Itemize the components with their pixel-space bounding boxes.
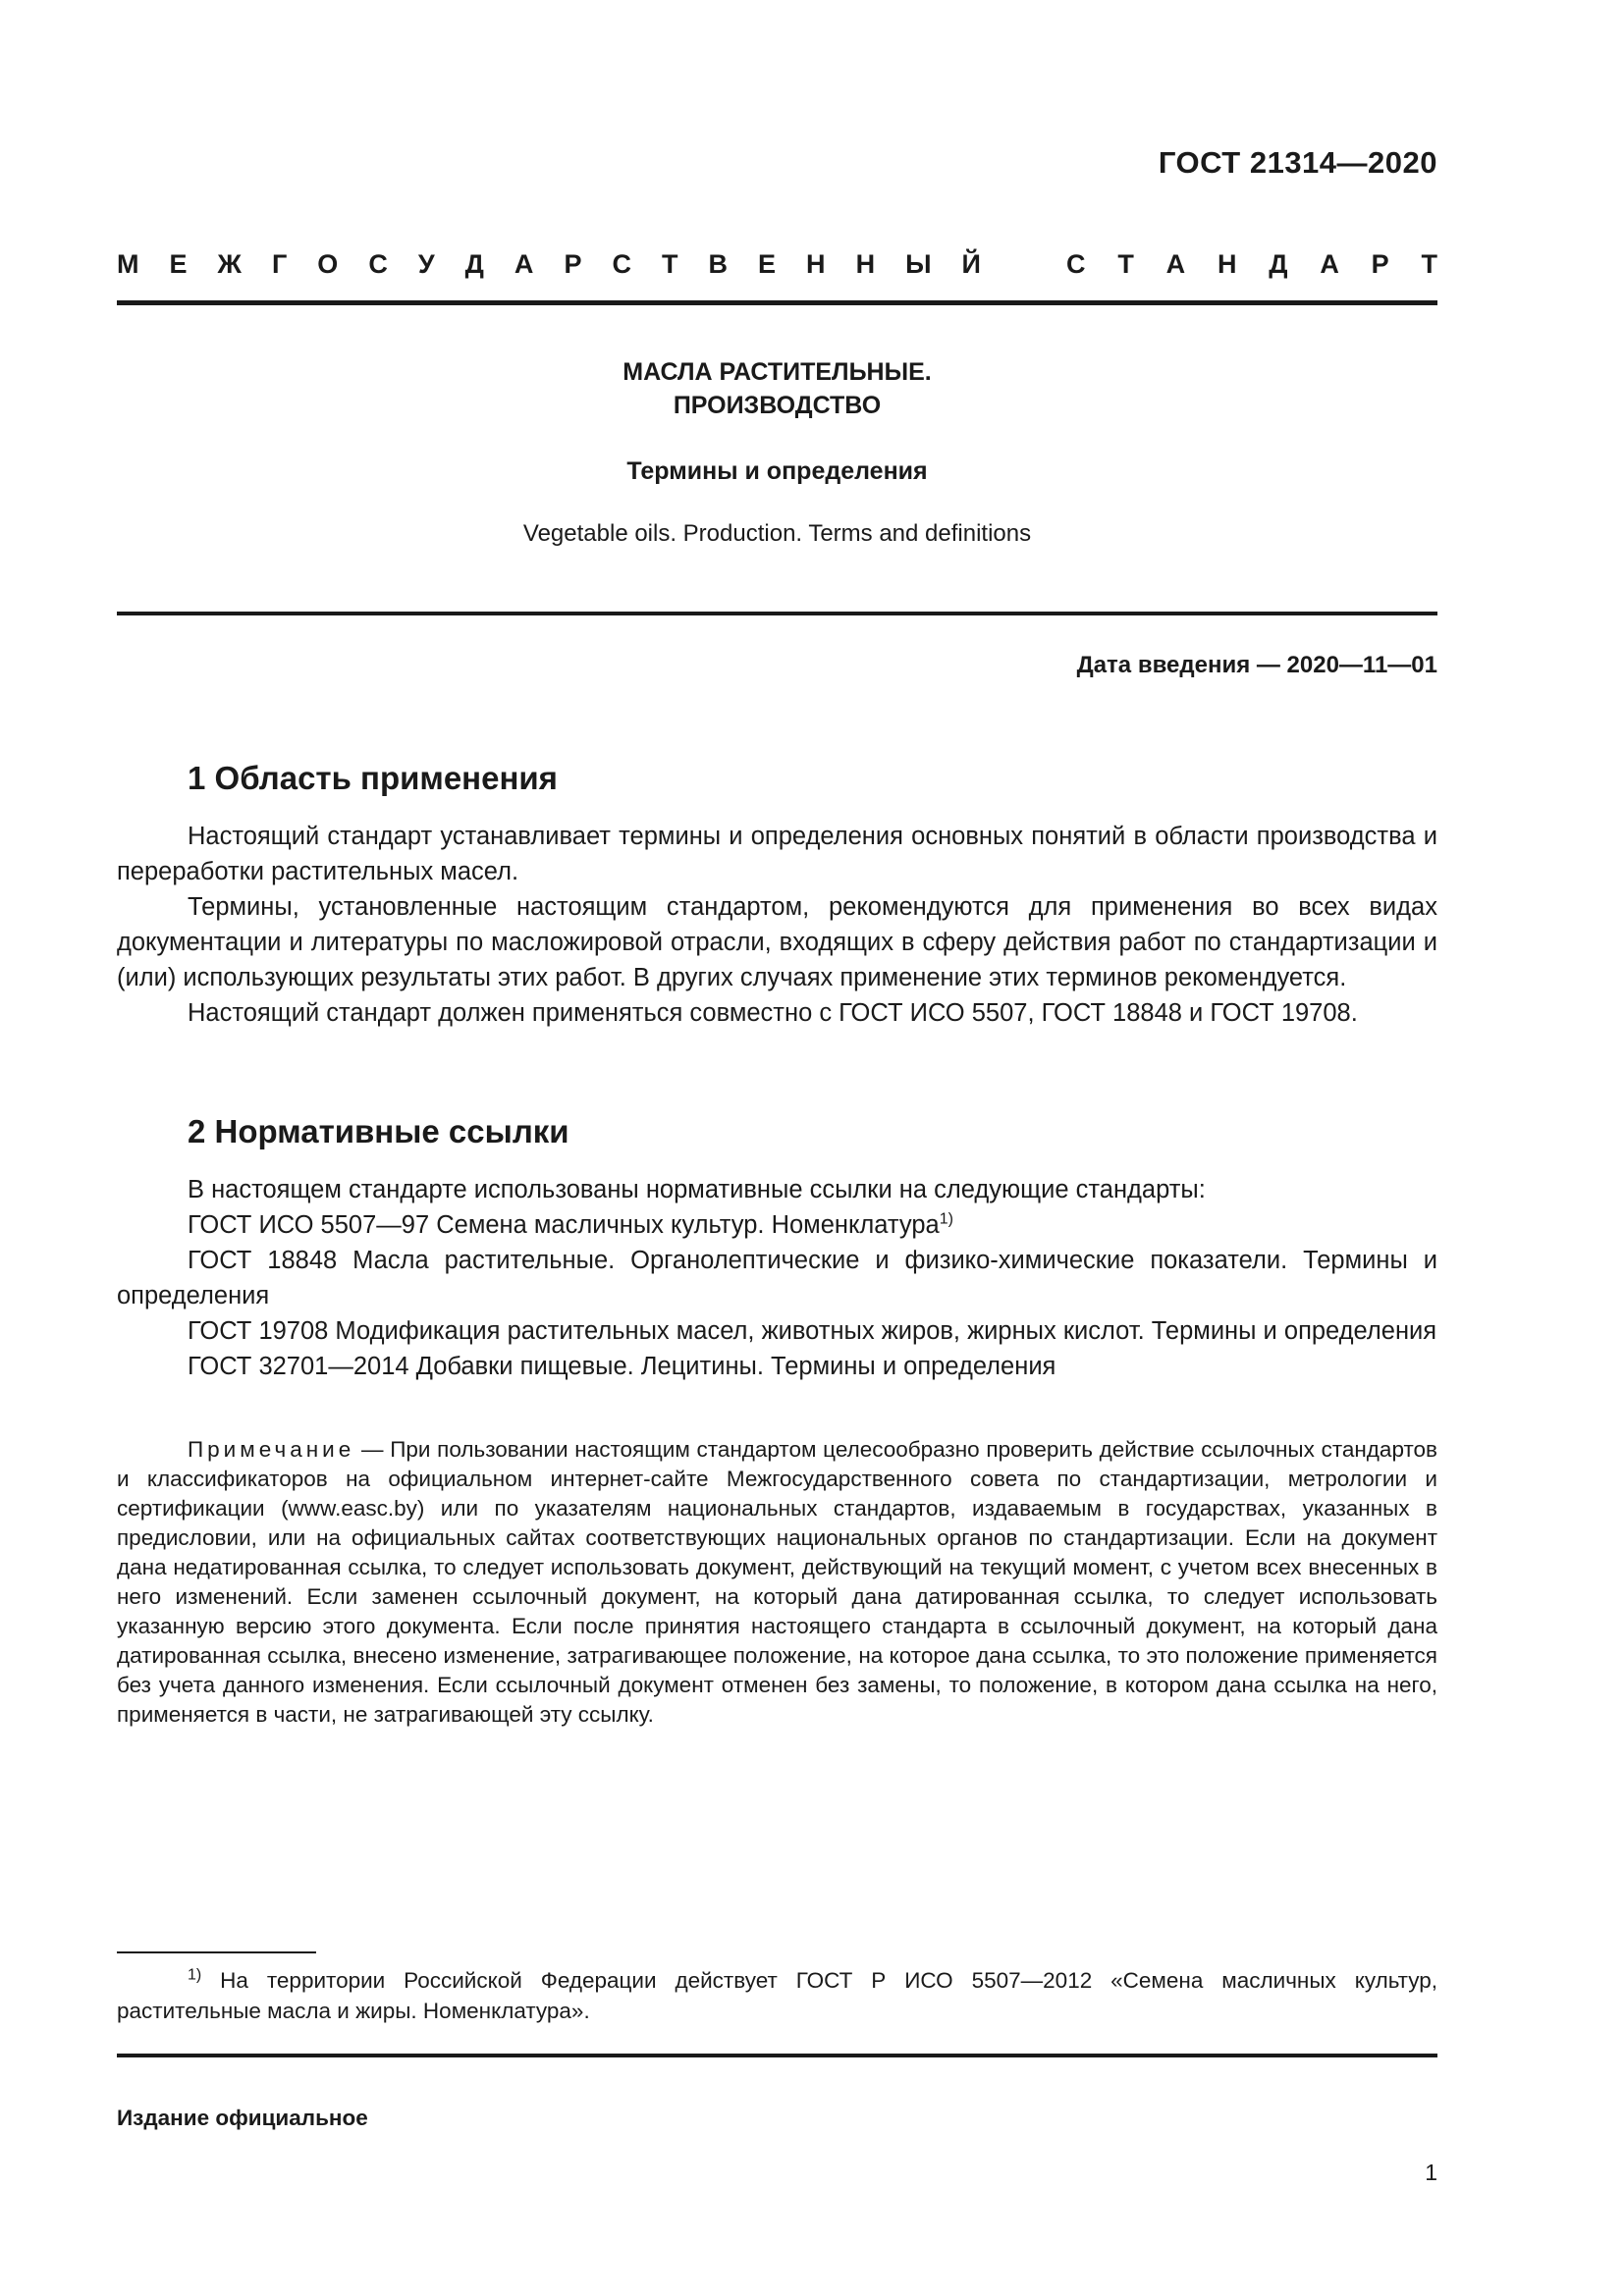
reference-item: ГОСТ 18848 Масла растительные. Органолептические и физико-химические показатели. Термины и определения <box>117 1247 1437 1309</box>
banner-letter: Н <box>1217 249 1237 279</box>
title-rule <box>117 612 1437 615</box>
note-block <box>117 1435 1437 1730</box>
section-2-body <box>117 1172 1437 1384</box>
banner-letter: Т <box>1117 249 1134 279</box>
page-number: 1 <box>1425 2160 1437 2185</box>
introduction-date: Дата введения — 2020—11—01 <box>1076 652 1437 678</box>
banner-letter: В <box>708 249 728 279</box>
banner-letter: У <box>417 249 435 279</box>
banner-letter: О <box>317 249 339 279</box>
note-paragraph <box>117 1435 1437 1730</box>
reference-item <box>117 1207 1437 1243</box>
footnote-mark: 1) <box>188 1966 202 1984</box>
banner-letter: Т <box>1421 249 1437 279</box>
reference-text: ГОСТ ИСО 5507—97 Семена масличных культур. Номенклатура <box>188 1211 940 1239</box>
banner-letter: Е <box>169 249 188 279</box>
banner-letter: Р <box>564 249 582 279</box>
banner-letter: С <box>1066 249 1086 279</box>
banner-letter: Г <box>271 249 288 279</box>
title-line-1: МАСЛА РАСТИТЕЛЬНЫЕ. <box>623 358 932 386</box>
english-title: Vegetable oils. Production. Terms and definitions <box>522 520 1032 547</box>
paragraph: Настоящий стандарт должен применяться совместно с ГОСТ ИСО 5507, ГОСТ 18848 и ГОСТ 19708. <box>188 999 1358 1027</box>
official-edition-label: Издание официальное <box>117 2106 368 2130</box>
banner-letter: Д <box>464 249 484 279</box>
reference-item: ГОСТ 19708 Модификация растительных масел, животных жиров, жирных кислот. Термины и определения <box>188 1317 1437 1345</box>
note-label: Примечание <box>188 1437 355 1462</box>
section-1-body <box>117 819 1437 1031</box>
reference-item: ГОСТ 32701—2014 Добавки пищевые. Лецитины. Термины и определения <box>188 1353 1056 1380</box>
banner-letter: А <box>514 249 534 279</box>
footnote-reference[interactable]: 1) <box>939 1210 953 1228</box>
paragraph: Термины, установленные настоящим стандартом, рекомендуются для применения во всех видах документации и литературы по масложировой отрасли, входящих в сферу действия работ по стандартизации и (или) использующих результаты этих работ. В других случаях применение этих терминов рекомендуется. <box>117 893 1437 991</box>
footer-rule <box>117 2054 1437 2057</box>
banner-letter: Д <box>1269 249 1288 279</box>
footnote-separator <box>117 1951 316 1953</box>
title-line-2: ПРОИЗВОДСТВО <box>673 392 882 419</box>
banner-letter: А <box>1165 249 1186 279</box>
banner-letter: Ы <box>905 249 932 279</box>
banner-word-interstate <box>117 249 981 280</box>
banner-letter: Т <box>661 249 678 279</box>
banner-letter: Е <box>758 249 777 279</box>
paragraph: В настоящем стандарте использованы нормативные ссылки на следующие стандарты: <box>188 1176 1206 1203</box>
document-subtitle: Термины и определения <box>626 457 928 485</box>
banner-letter: С <box>368 249 388 279</box>
banner-letter: Ж <box>217 249 242 279</box>
section-2-heading: 2 Нормативные ссылки <box>188 1113 569 1149</box>
banner-letter: Н <box>855 249 876 279</box>
document-page <box>117 0 1437 2296</box>
section-1-heading: 1 Область применения <box>188 760 558 796</box>
standard-designation: ГОСТ 21314—2020 <box>1158 145 1437 180</box>
footnote-text: На территории Российской Федерации действует ГОСТ Р ИСО 5507—2012 «Семена масличных культур, растительные масла и жиры. Номенклатура». <box>117 1968 1437 2023</box>
header-rule <box>117 300 1437 305</box>
interstate-standard-banner <box>117 249 1437 280</box>
footnote-paragraph <box>117 1965 1437 2026</box>
paragraph: Настоящий стандарт устанавливает термины и определения основных понятий в области производства и переработки растительных масел. <box>117 823 1437 885</box>
banner-letter: Н <box>806 249 826 279</box>
banner-letter: М <box>117 249 139 279</box>
banner-word-standard <box>1066 249 1437 280</box>
banner-letter: Й <box>961 249 981 279</box>
banner-letter: А <box>1320 249 1339 279</box>
footnote <box>117 1965 1437 2026</box>
banner-letter: С <box>612 249 631 279</box>
document-title <box>117 355 1437 422</box>
note-text: — При пользовании настоящим стандартом целесообразно проверить действие ссылочных стандартов и классификаторов на официальном интернет-сайте Межгосударственного совета по стандартизации, метрологии и сертификации (www.easc.by) или по указателям национальных стандартов, издаваемым в государствах, указанных в предисловии, или на официальных сайтах соответствующих национальных органов по стандартизации. Если на документ дана недатированная ссылка, то следует использовать документ, действующий на текущий момент, с учетом всех внесенных в него изменений. Если заменен ссылочный документ, на который дана датированная ссылка, то следует использовать указанную версию этого документа. Если после принятия настоящего стандарта в ссылочный документ, на который дана датированная ссылка, внесено изменение, затрагивающее положение, на которое дана ссылка, то это положение применяется без учета данного изменения. Если ссылочный документ отменен без замены, то положение, в котором дана ссылка на него, применяется в части, не затрагивающей эту ссылку. <box>117 1437 1437 1727</box>
banner-letter: Р <box>1371 249 1389 279</box>
